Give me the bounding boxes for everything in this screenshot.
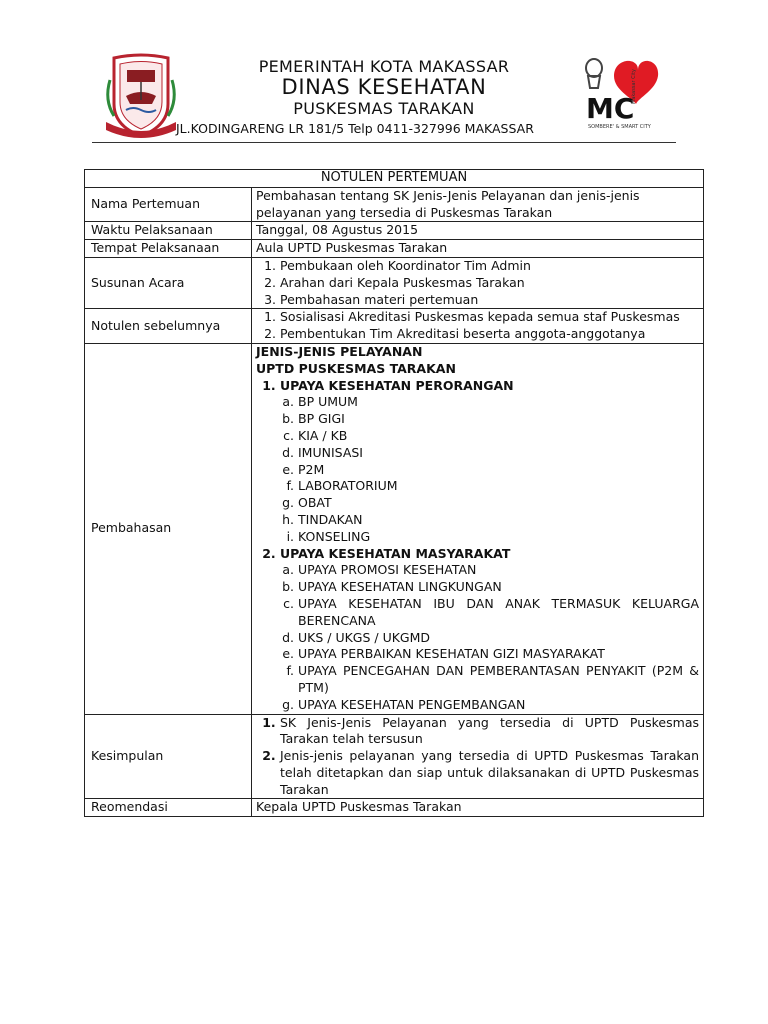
list-item: d. UKS / UKGS / UKGMD <box>298 630 699 647</box>
list-item: d. IMUNISASI <box>298 445 699 462</box>
list-item: c. UPAYA KESEHATAN IBU DAN ANAK TERMASUK KELUARGA BERENCANA <box>298 596 699 630</box>
address-line: JL.KODINGARENG LR 181/5 Telp 0411-327996 MAKASSAR <box>176 121 534 136</box>
city-label: Makassar City <box>631 69 637 104</box>
label-tempat: Tempat Pelaksanaan <box>85 240 252 258</box>
table-row <box>85 343 704 714</box>
table-heading: NOTULEN PERTEMUAN <box>85 170 704 188</box>
header-divider <box>92 142 676 143</box>
label-rekomendasi: Reomendasi <box>85 799 252 817</box>
label-pembahasan: Pembahasan <box>85 343 252 714</box>
value-susunan-acara <box>252 257 704 308</box>
value-tempat: Aula UPTD Puskesmas Tarakan <box>252 240 704 258</box>
list-item: 3. Pembahasan materi pertemuan <box>280 292 699 309</box>
list-item: a. UPAYA PROMOSI KESEHATAN <box>298 562 699 579</box>
list-item: 2. Jenis-jenis pelayanan yang tersedia di UPTD Puskesmas Tarakan telah ditetapkan dan siap untuk dilaksanakan di UPTD Puskesmas Tarakan <box>280 748 699 798</box>
list-item: 2. Pembentukan Tim Akreditasi beserta anggota-anggotanya <box>280 326 699 343</box>
table-row <box>85 170 704 188</box>
label-susunan-acara: Susunan Acara <box>85 257 252 308</box>
label-nama-pertemuan: Nama Pertemuan <box>85 187 252 222</box>
list-item: f. LABORATORIUM <box>298 478 699 495</box>
list-item: e. P2M <box>298 462 699 479</box>
table-row <box>85 187 704 222</box>
list-item: 1. SK Jenis-Jenis Pelayanan yang tersedia di UPTD Puskesmas Tarakan telah tersusun <box>280 715 699 749</box>
section-title: UPAYA KESEHATAN MASYARAKAT <box>280 545 511 561</box>
list-item: 1. Sosialisasi Akreditasi Puskesmas kepada semua staf Puskesmas <box>280 309 699 326</box>
value-notulen-sebelumnya <box>252 309 704 344</box>
notulen-table <box>84 169 704 817</box>
pembahasan-title-1: JENIS-JENIS PELAYANAN <box>256 343 423 359</box>
table-row <box>85 222 704 240</box>
mc-text: MC <box>586 92 635 125</box>
section-item <box>280 546 699 714</box>
list-item: 1. Pembukaan oleh Koordinator Tim Admin <box>280 258 699 275</box>
department-title: DINAS KESEHATAN <box>281 75 487 99</box>
list-item: e. UPAYA PERBAIKAN KESEHATAN GIZI MASYARAKAT <box>298 646 699 663</box>
section-title: UPAYA KESEHATAN PERORANGAN <box>280 377 514 393</box>
label-waktu: Waktu Pelaksanaan <box>85 222 252 240</box>
value-nama-pertemuan: Pembahasan tentang SK Jenis-Jenis Pelayanan dan jenis-jenis pelayanan yang tersedia di Puskesmas Tarakan <box>252 187 704 222</box>
list-item: c. KIA / KB <box>298 428 699 445</box>
list-item: g. OBAT <box>298 495 699 512</box>
govt-title: PEMERINTAH KOTA MAKASSAR <box>258 57 510 76</box>
makassar-city-logo <box>580 54 664 132</box>
label-kesimpulan: Kesimpulan <box>85 714 252 799</box>
list-item: 2. Arahan dari Kepala Puskesmas Tarakan <box>280 275 699 292</box>
table-row <box>85 714 704 799</box>
pembahasan-title-2: UPTD PUSKESMAS TARAKAN <box>256 360 456 376</box>
table-row <box>85 799 704 817</box>
value-waktu: Tanggal, 08 Agustus 2015 <box>252 222 704 240</box>
section-item <box>280 378 699 546</box>
table-row <box>85 240 704 258</box>
list-item: a. BP UMUM <box>298 394 699 411</box>
list-item: g. UPAYA KESEHATAN PENGEMBANGAN <box>298 697 699 714</box>
value-kesimpulan <box>252 714 704 799</box>
list-item: i. KONSELING <box>298 529 699 546</box>
list-item: b. UPAYA KESEHATAN LINGKUNGAN <box>298 579 699 596</box>
table-row <box>85 309 704 344</box>
value-pembahasan <box>252 343 704 714</box>
label-notulen-sebelumnya: Notulen sebelumnya <box>85 309 252 344</box>
list-item: f. UPAYA PENCEGAHAN DAN PEMBERANTASAN PENYAKIT (P2M & PTM) <box>298 663 699 697</box>
table-row <box>85 257 704 308</box>
value-rekomendasi: Kepala UPTD Puskesmas Tarakan <box>252 799 704 817</box>
tagline-label: SOMBERE' & SMART CITY <box>588 124 651 130</box>
list-item: b. BP GIGI <box>298 411 699 428</box>
puskesmas-title: PUSKESMAS TARAKAN <box>293 99 475 118</box>
list-item: h. TINDAKAN <box>298 512 699 529</box>
letterhead <box>0 0 768 150</box>
